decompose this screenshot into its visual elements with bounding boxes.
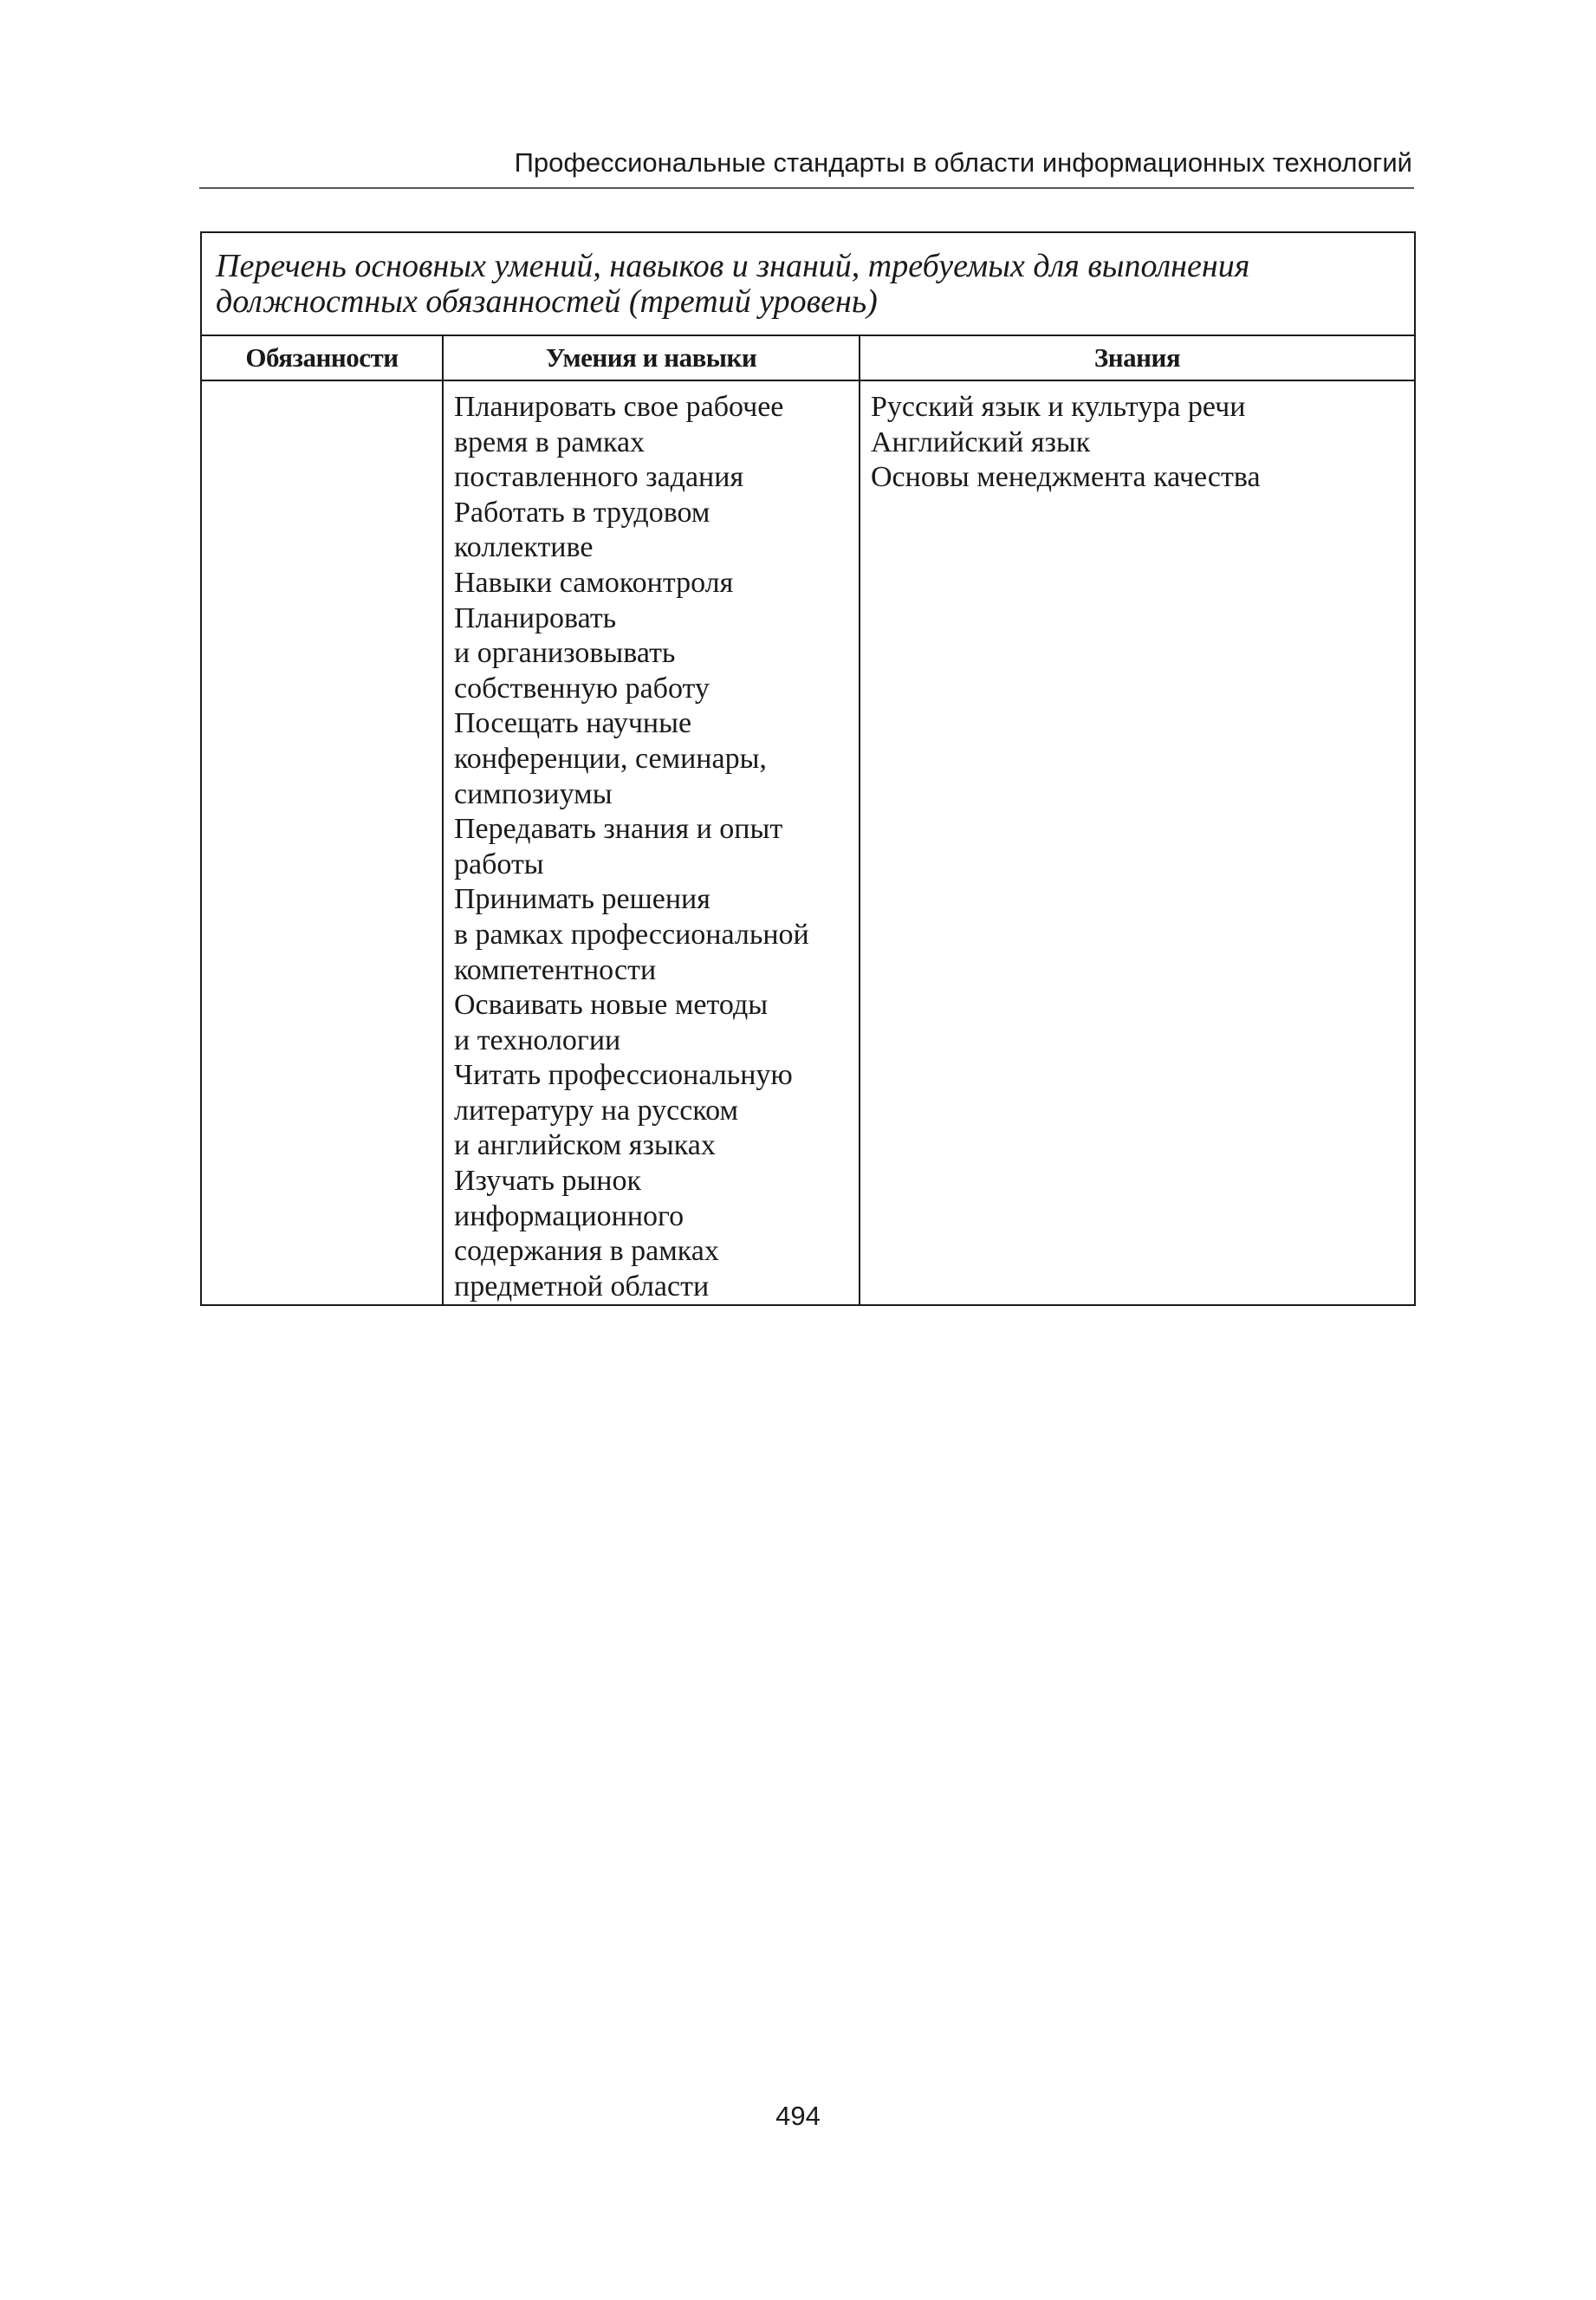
table-row <box>201 380 1415 1305</box>
skills-line: Планировать <box>454 601 617 634</box>
skills-line: Посещать научные <box>454 707 692 740</box>
skills-line: информационного <box>454 1199 684 1232</box>
skills-line: симпозиумы <box>454 777 613 810</box>
skills-line: и английском языках <box>454 1129 716 1162</box>
duties-cell <box>201 380 443 1305</box>
table-caption <box>201 232 1415 335</box>
skills-line: Осваивать новые методы <box>454 989 769 1022</box>
header-rule <box>199 187 1414 189</box>
knowledge-list <box>860 381 1414 496</box>
table-caption-row <box>201 232 1415 335</box>
skills-line: компетентности <box>454 953 657 986</box>
skills-line: коллективе <box>454 531 594 564</box>
skills-line: предметной области <box>454 1270 710 1303</box>
skills-line: Работать в трудовом <box>454 496 710 529</box>
column-header-knowledge: Знания <box>860 335 1415 380</box>
skills-line: Изучать рынок <box>454 1165 642 1198</box>
skills-cell <box>443 380 860 1305</box>
knowledge-line: Английский язык <box>871 426 1091 458</box>
skills-line: собственную работу <box>454 672 710 705</box>
skills-line: Передавать знания и опыт <box>454 813 783 846</box>
skills-line: содержания в рамках <box>454 1235 719 1268</box>
skills-line: конференции, семинары, <box>454 742 767 775</box>
skills-knowledge-table <box>200 231 1416 1306</box>
table-header-row <box>201 335 1415 380</box>
skills-line: Планировать свое рабочее <box>454 391 784 423</box>
running-header: Профессиональные стандарты в области информационных технологий <box>514 147 1412 178</box>
skills-line: Читать профессиональную <box>454 1059 793 1092</box>
knowledge-line: Русский язык и культура речи <box>871 391 1246 423</box>
skills-list <box>444 381 859 1304</box>
skills-line: и организовывать <box>454 637 676 670</box>
knowledge-line: Основы менеджмента качества <box>871 461 1261 494</box>
column-header-skills: Умения и навыки <box>443 335 860 380</box>
knowledge-cell <box>860 380 1415 1305</box>
skills-line: в рамках профессиональной <box>454 918 809 951</box>
skills-line: работы <box>454 848 544 880</box>
page-number: 494 <box>775 2101 821 2131</box>
table-caption-line: Перечень основных умений, навыков и знаний, требуемых для выполнения <box>216 247 1250 284</box>
skills-line: Навыки самоконтроля <box>454 566 734 599</box>
column-header-duties: Обязанности <box>201 335 443 380</box>
skills-line: время в рамках <box>454 426 646 458</box>
table-caption-line: должностных обязанностей (третий уровень) <box>216 283 878 320</box>
skills-line: и технологии <box>454 1023 621 1056</box>
skills-line: литературу на русском <box>454 1094 738 1127</box>
skills-line: поставленного задания <box>454 461 744 494</box>
skills-line: Принимать решения <box>454 883 710 916</box>
